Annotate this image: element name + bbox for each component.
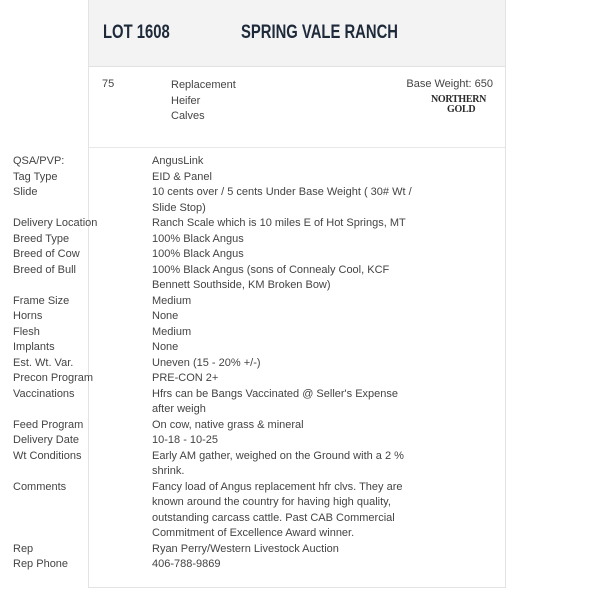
detail-value: AngusLink	[152, 155, 204, 167]
lot-description	[171, 78, 236, 125]
detail-label: Comments	[13, 480, 67, 493]
detail-value: 100% Black Angus (sons of Connealy Cool, KCF Bennett Southside, KM Broken Bow)	[152, 263, 390, 291]
detail-value: Uneven (15 - 20% +/-)	[152, 356, 261, 369]
detail-value: 406-788-9869	[152, 558, 221, 570]
description-line: Heifer	[171, 94, 201, 107]
detail-value: On cow, native grass & mineral	[152, 418, 304, 431]
detail-value: Medium	[152, 325, 192, 338]
detail-value: Fancy load of Angus replacement hfr clvs. They are known around the country for having high quality, outstanding carcass cattle. Past CAB Commercial Commitment of Excellence Award winner.	[152, 480, 403, 539]
detail-label: Delivery Location	[13, 217, 98, 229]
lot-number: LOT 1608	[103, 22, 170, 43]
detail-value: None	[152, 310, 179, 322]
detail-label: Breed of Bull	[13, 263, 76, 276]
ranch-name: SPRING VALE RANCH	[241, 22, 398, 43]
detail-label: Tag Type	[13, 170, 58, 183]
description-line: Calves	[171, 110, 205, 122]
detail-value: Hfrs can be Bangs Vaccinated @ Seller's Expense after weigh	[152, 387, 399, 415]
detail-label: Feed Program	[13, 418, 84, 431]
logo-line-1: NORTHERN	[431, 94, 487, 105]
detail-label: Precon Program	[13, 372, 94, 384]
northern-gold-logo	[431, 94, 493, 118]
lot-summary	[89, 67, 505, 148]
detail-value: 10 cents over / 5 cents Under Base Weight ( 30# Wt / Slide Stop)	[152, 186, 412, 214]
detail-label: Rep Phone	[13, 558, 69, 570]
detail-value: EID & Panel	[152, 170, 212, 183]
detail-label: Rep	[13, 542, 34, 555]
detail-value: PRE-CON 2+	[152, 372, 219, 384]
detail-value: Ryan Perry/Western Livestock Auction	[152, 542, 339, 555]
detail-label: Implants	[13, 341, 55, 353]
detail-label: Vaccinations	[13, 387, 75, 400]
detail-label: Breed of Cow	[13, 248, 80, 260]
description-line: Replacement	[171, 79, 236, 91]
detail-value: Early AM gather, weighed on the Ground with a 2 % shrink.	[152, 449, 404, 477]
detail-label: Horns	[13, 310, 43, 322]
lot-header	[89, 0, 505, 67]
head-count: 75	[102, 78, 115, 90]
detail-label: Slide	[13, 186, 38, 198]
detail-label: Est. Wt. Var.	[13, 356, 74, 369]
detail-value: Medium	[152, 294, 192, 307]
detail-value: Ranch Scale which is 10 miles E of Hot Springs, MT	[152, 217, 406, 229]
logo-line-2: GOLD	[447, 104, 476, 115]
detail-label: QSA/PVP:	[13, 155, 65, 167]
base-weight: Base Weight: 650	[406, 78, 493, 90]
detail-label: Delivery Date	[13, 434, 80, 446]
detail-label: Wt Conditions	[13, 449, 82, 462]
detail-value: 10-18 - 10-25	[152, 434, 219, 446]
detail-value: None	[152, 341, 179, 353]
detail-value: 100% Black Angus	[152, 248, 244, 260]
detail-label: Breed Type	[13, 232, 70, 245]
detail-label: Flesh	[13, 325, 40, 338]
detail-value: 100% Black Angus	[152, 232, 244, 245]
detail-label: Frame Size	[13, 294, 70, 307]
